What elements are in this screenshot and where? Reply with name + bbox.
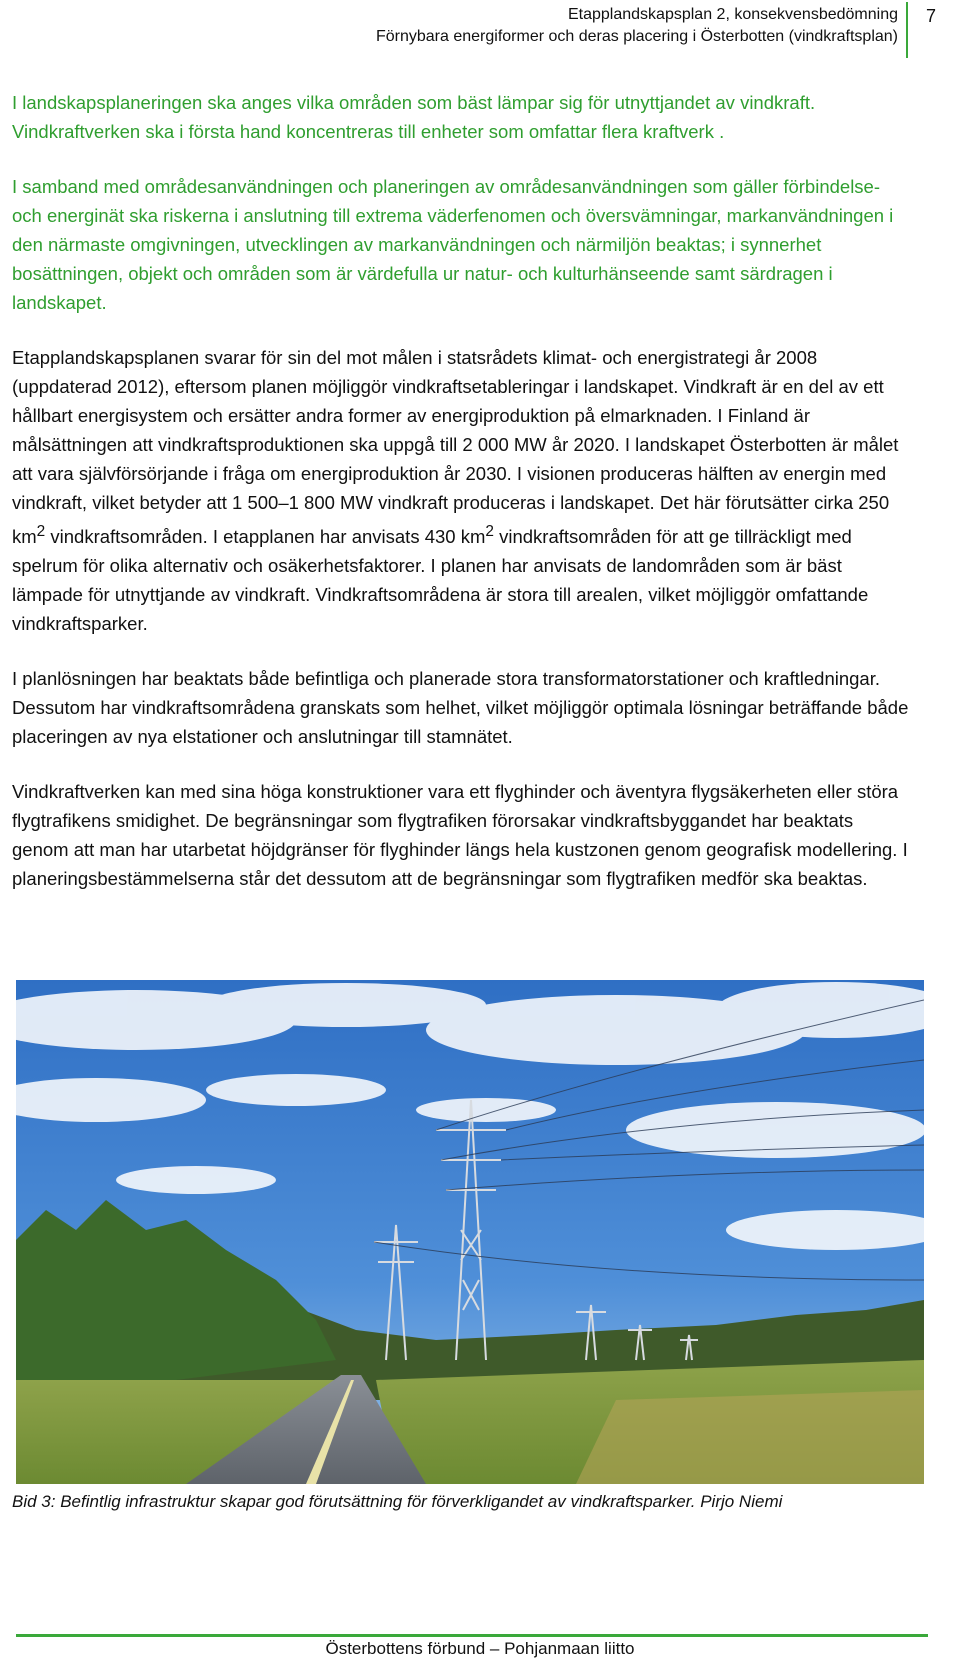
footer-text: Österbottens förbund – Pohjanmaan liitto bbox=[325, 1639, 635, 1658]
paragraph-3 bbox=[12, 343, 912, 638]
paragraph-1: I landskapsplaneringen ska anges vilka områden som bäst lämpar sig för utnyttjandet av vindkraft. Vindkraftverken ska i första hand koncentreras till enheter som omfattar flera kraftverk . bbox=[12, 92, 816, 142]
paragraph-3-part-c: vindkraftsområden för att ge tillräckligt med spelrum för olika alternativ och osäkerhetsfaktorer. I planen har anvisats de landområden som är bäst lämpade för utnyttjande av vindkraft. Vindkraftsområdena är stora till arealen, vilket möjliggör omfattande vindkraftsparker. bbox=[12, 526, 869, 635]
paragraph-3-part-a: Etapplandskapsplanen svarar för sin del mot målen i statsrådets klimat- och energistrategi år 2008 (uppdaterad 2012), eftersom planen möjliggör vindkraftsetableringar i landskapet. Vindkraft är en del av ett hållbart energisystem och ersätter andra former av energiproduktion på elmarknaden. I Finland är målsättningen att vindkraftsproduktionen ska uppgå till 2 000 MW år 2020. I landskapet Österbotten är målet att vara självförsörjande i fråga om energiproduktion år 2030. I visionen produceras hälften av energin med vindkraft, vilket betyder att 1 500–1 800 MW vindkraft produceras i landskapet. Det här förutsätter cirka 250 km bbox=[12, 347, 899, 548]
paragraph-3-part-b: vindkraftsområden. I etapplanen har anvisats 430 km bbox=[45, 526, 486, 548]
main-text bbox=[12, 88, 912, 919]
superscript-2: 2 bbox=[36, 523, 46, 540]
paragraph-2: I samband med områdesanvändningen och planeringen av områdesanvändningen som gäller förbindelse- och energinät ska riskerna i anslutning till extrema väderfenomen och översvämningar, markanvändningen i den närmaste omgivningen, utvecklingen av markanvändningen och närmiljön beaktas; i synnerhet bosättningen, objekt och områden som är värdefulla ur natur- och kulturhänseende samt särdragen i landskapet. bbox=[12, 176, 894, 313]
paragraph-5: Vindkraftverken kan med sina höga konstruktioner vara ett flyghinder och äventyra flygsäkerheten eller störa flygtrafikens smidighet. De begränsningar som flygtrafiken förorsakar vindkraftsbyggandet har beaktats genom att man har utarbetat höjdgränser för flyghinder längs hela kustzonen genom geografisk modellering. I planeringsbestämmelserna står det dessutom att de begränsningar som flygtrafiken medför ska beaktas. bbox=[12, 781, 908, 890]
superscript-2: 2 bbox=[485, 523, 494, 540]
running-header bbox=[376, 4, 898, 48]
header-divider bbox=[906, 2, 908, 58]
figure-caption: Bid 3: Befintlig infrastruktur skapar god förutsättning för förverkligandet av vindkraftsparker. Pirjo Niemi bbox=[12, 1492, 783, 1511]
header-title: Etapplandskapsplan 2, konsekvensbedömning bbox=[567, 6, 898, 23]
figure-photo-power-lines bbox=[16, 980, 924, 1484]
page-number: 7 bbox=[925, 6, 936, 26]
footer-divider bbox=[16, 1634, 928, 1637]
header-subtitle: Förnybara energiformer och deras placering i Österbotten (vindkraftsplan) bbox=[375, 28, 898, 45]
paragraph-4: I planlösningen har beaktats både befintliga och planerade stora transformatorstationer och kraftledningar. Dessutom har vindkraftsområdena granskats som helhet, vilket möjliggör optimala lösningar beträffande både placeringen av nya elstationer och anslutningar till stamnätet. bbox=[12, 668, 909, 748]
